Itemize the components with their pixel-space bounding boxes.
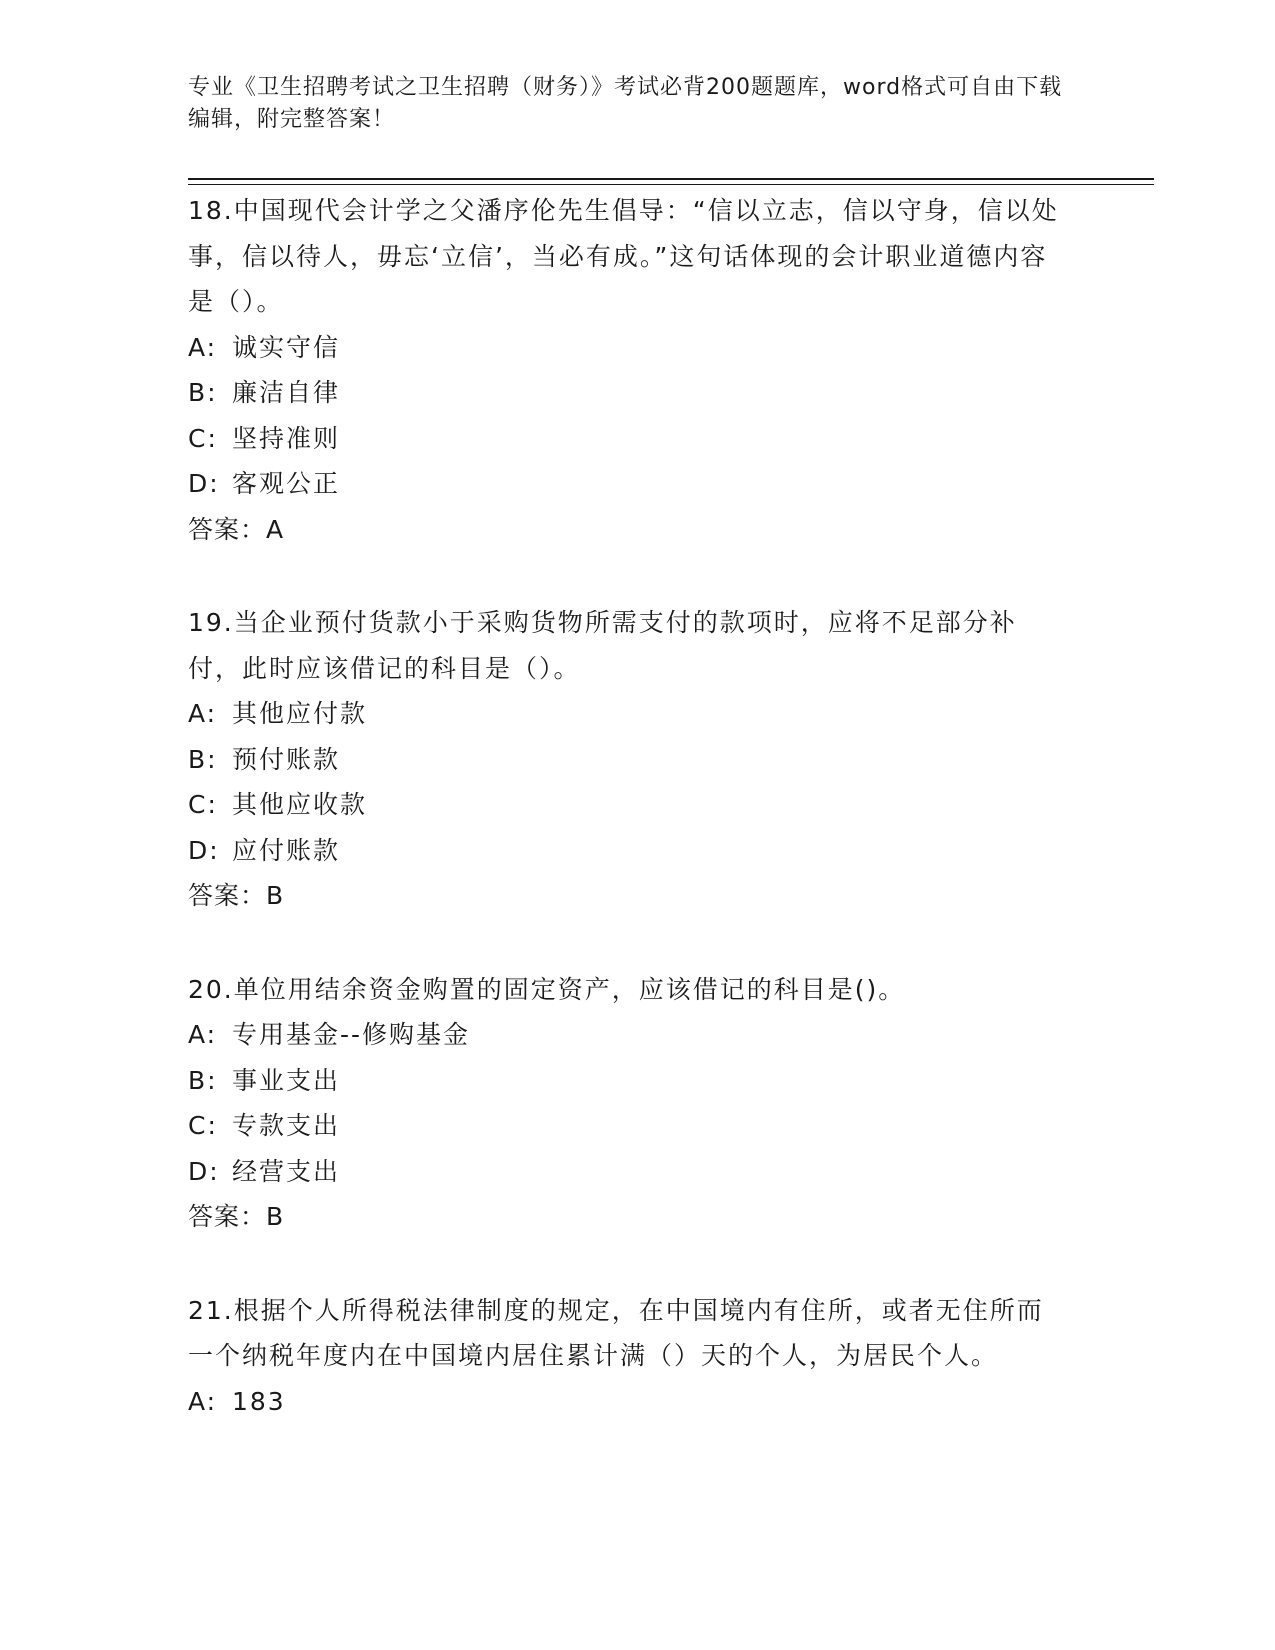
- option-letter: D:: [188, 469, 220, 498]
- option-text: 专用基金--修购基金: [232, 1020, 471, 1049]
- option-letter: B:: [188, 378, 218, 407]
- option-text: 其他应付款: [232, 699, 368, 728]
- option-text: 其他应收款: [232, 790, 368, 819]
- answer: 答案：A: [188, 514, 285, 544]
- option-text: 客观公正: [232, 469, 341, 498]
- option-b: [188, 370, 1068, 416]
- option-d: [188, 828, 1068, 874]
- option-c: [188, 782, 1068, 828]
- option-a: [188, 1379, 1068, 1425]
- option-a: [188, 325, 1068, 371]
- answer: 答案：B: [188, 1202, 285, 1231]
- option-d: [188, 1149, 1068, 1195]
- option-text: 预付账款: [232, 744, 341, 774]
- option-text: 廉洁自律: [232, 378, 341, 407]
- option-letter: A:: [188, 1020, 218, 1049]
- option-letter: C:: [188, 1111, 218, 1140]
- option-text: 经营支出: [232, 1156, 341, 1186]
- option-c: [188, 1103, 1068, 1149]
- question-stem: 19.当企业预付货款小于采购货物所需支付的款项时，应将不足部分补付，此时应该借记的科目是（）。: [188, 608, 1017, 683]
- question-stem: 21.根据个人所得税法律制度的规定，在中国境内有住所，或者无住所而一个纳税年度内在中国境内居住累计满（）天的个人，为居民个人。: [188, 1295, 1044, 1370]
- option-letter: D:: [188, 1156, 220, 1186]
- header-divider-thin: [188, 184, 1154, 185]
- question-21: [188, 1288, 1068, 1425]
- option-text: 专款支出: [232, 1111, 341, 1140]
- option-text: 坚持准则: [232, 423, 341, 453]
- document-header: 专业《卫生招聘考试之卫生招聘（财务）》考试必背200题题库，word格式可自由下载编辑，附完整答案！: [188, 75, 1063, 132]
- option-b: [188, 1058, 1068, 1104]
- header-divider: [188, 178, 1154, 180]
- option-letter: C:: [188, 790, 218, 819]
- question-stem: 18.中国现代会计学之父潘序伦先生倡导：“信以立志，信以守身，信以处事，信以待人，毋忘‘立信’，当必有成。”这句话体现的会计职业道德内容是（）。: [188, 196, 1059, 316]
- option-a: [188, 691, 1068, 737]
- option-text: 诚实守信: [232, 332, 341, 362]
- option-letter: B:: [188, 1065, 218, 1095]
- option-letter: B:: [188, 744, 218, 774]
- question-18: [188, 188, 1068, 552]
- option-a: [188, 1012, 1068, 1058]
- option-letter: C:: [188, 423, 218, 453]
- question-stem: 20.单位用结余资金购置的固定资产，应该借记的科目是()。: [188, 974, 906, 1004]
- question-list: [188, 188, 1068, 1472]
- question-20: [188, 967, 1068, 1240]
- option-text: 应付账款: [232, 835, 341, 865]
- answer: 答案：B: [188, 881, 285, 910]
- option-text: 183: [232, 1386, 286, 1416]
- option-text: 事业支出: [232, 1065, 341, 1095]
- option-letter: A:: [188, 1386, 218, 1416]
- option-b: [188, 737, 1068, 783]
- option-letter: A:: [188, 332, 218, 362]
- option-letter: D:: [188, 835, 220, 865]
- question-19: [188, 600, 1068, 919]
- option-d: [188, 461, 1068, 507]
- option-letter: A:: [188, 699, 218, 728]
- option-c: [188, 416, 1068, 462]
